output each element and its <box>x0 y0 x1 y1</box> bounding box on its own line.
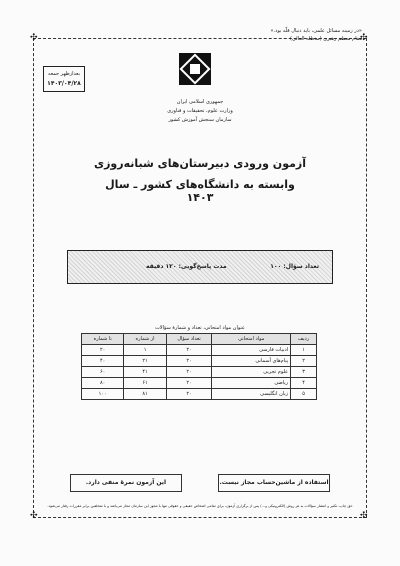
header-subject: مواد امتحانی <box>212 334 291 345</box>
subject-name: علوم تجربی <box>212 367 291 378</box>
corner-ornament-bottom-left: ✣ <box>30 511 38 521</box>
to-number-cell: ۸۰ <box>82 378 124 389</box>
from-number-cell: ۱ <box>124 345 166 356</box>
leader-quote <box>270 27 362 43</box>
exam-title-line-1: آزمون ورودی دبیرستان‌های شبانه‌روزی <box>93 157 307 170</box>
exam-date-box <box>43 66 85 92</box>
org-line-1: جمهوری اسلامی ایران <box>176 99 224 105</box>
exam-info-bar <box>67 250 333 284</box>
answer-duration: مدت پاسخ‌گویی: ۱۲۰ دقیقه <box>146 263 227 270</box>
exam-date: ۱۴۰۳/۰۴/۲۸ <box>47 80 81 87</box>
to-number-cell: ۲۰ <box>82 345 124 356</box>
subject-name: پیام‌های آسمانی <box>212 356 291 367</box>
question-count-cell: ۲۰ <box>166 378 212 389</box>
header-question-count: تعداد سؤال <box>166 334 212 345</box>
row-number: ۱ <box>291 345 317 356</box>
table-row <box>82 389 317 400</box>
to-number-cell: ۶۰ <box>82 367 124 378</box>
header-to-number: تا شماره <box>82 334 124 345</box>
header-row-number: ردیف <box>291 334 317 345</box>
subject-name: ریاضی <box>212 378 291 389</box>
exam-day: بعدازظهر جمعه <box>48 71 80 77</box>
org-line-3: سازمان سنجش آموزش کشور <box>168 117 232 123</box>
from-number-cell: ۸۱ <box>124 389 166 400</box>
question-count-cell: ۲۰ <box>166 389 212 400</box>
subjects-table <box>81 333 317 400</box>
subjects-table-title: عنوان مواد امتحانی، تعداد و شمارهٔ سؤالات <box>155 325 245 331</box>
table-row <box>82 378 317 389</box>
calculator-notice: استفاده از ماشین‌حساب مجاز نیست. <box>218 474 330 492</box>
from-number-cell: ۲۱ <box>124 356 166 367</box>
subject-name: زبان انگلیسی <box>212 389 291 400</box>
quote-text: «در زمینه مسائل علمی، باید دنبال قلّه بود.» <box>270 28 362 34</box>
table-row <box>82 345 317 356</box>
negative-marking-notice: این آزمون نمرهٔ منفی دارد. <box>70 474 182 492</box>
from-number-cell: ۶۱ <box>124 378 166 389</box>
table-row <box>82 367 317 378</box>
corner-ornament-top-right: ✣ <box>360 33 368 43</box>
table-header-row <box>82 334 317 345</box>
exam-title-line-2: وابسته به دانشگاه‌های کشور ـ سال ۱۴۰۳ <box>105 178 295 204</box>
question-count: تعداد سؤال: ۱۰۰ <box>270 263 319 270</box>
corner-ornament-top-left: ✣ <box>30 33 38 43</box>
question-count-cell: ۲۰ <box>166 356 212 367</box>
copyright-footnote: حق چاپ، تکثیر و انتشار سؤالات به هر روش (الکترونیکی و...) پس از برگزاری آزمون، برای تمامی اشخاص حقیقی و حقوقی تنها با مجوز این سازمان مجاز می‌باشد و با متخلفین برابر مقررات رفتار می‌شود. <box>47 504 353 508</box>
sanjesh-logo-icon <box>179 53 211 85</box>
from-number-cell: ۴۱ <box>124 367 166 378</box>
header-from-number: از شماره <box>124 334 166 345</box>
subject-name: ادبیات فارسی <box>212 345 291 356</box>
row-number: ۵ <box>291 389 317 400</box>
question-count-cell: ۲۰ <box>166 367 212 378</box>
row-number: ۲ <box>291 356 317 367</box>
question-count-cell: ۲۰ <box>166 345 212 356</box>
table-row <box>82 356 317 367</box>
row-number: ۴ <box>291 378 317 389</box>
to-number-cell: ۴۰ <box>82 356 124 367</box>
row-number: ۳ <box>291 367 317 378</box>
quote-author: مقام معظم رهبری (مدظله العالی) <box>290 36 362 42</box>
to-number-cell: ۱۰۰ <box>82 389 124 400</box>
corner-ornament-bottom-right: ✣ <box>360 511 368 521</box>
org-line-2: وزارت علوم، تحقیقات و فناوری <box>167 108 233 114</box>
